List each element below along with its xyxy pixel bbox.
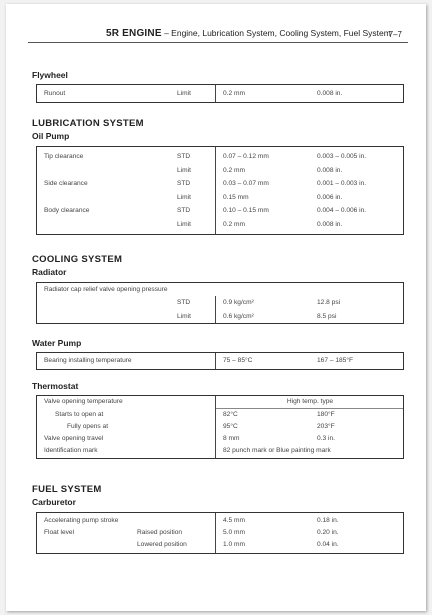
spec-metric: 0.9 kg/cm² <box>223 299 254 306</box>
spec-imperial: 0.003 – 0.005 in. <box>317 153 367 160</box>
spec-metric: 0.2 mm <box>223 166 245 174</box>
table-row <box>37 85 403 102</box>
spec-kind: STD <box>177 153 191 160</box>
spec-item: Identification mark <box>44 447 98 454</box>
spec-item: Side clearance <box>44 180 88 187</box>
water-pump-table <box>36 352 404 370</box>
spec-kind: STD <box>177 180 191 187</box>
spec-metric: 95°C <box>223 423 238 430</box>
spec-imperial: 0.18 in. <box>317 517 339 524</box>
radiator-heading: Radiator <box>32 267 67 277</box>
header-title <box>106 28 391 39</box>
table-row <box>37 539 403 551</box>
spec-kind: Limit <box>177 166 191 174</box>
spec-item: Valve opening temperature <box>44 398 123 405</box>
spec-item: Fully opens at <box>67 423 109 430</box>
spec-item: Float level <box>44 529 75 536</box>
table-row <box>37 396 403 408</box>
flywheel-heading: Flywheel <box>32 70 68 80</box>
thermostat-values <box>37 396 403 458</box>
spec-kind: STD <box>177 207 191 214</box>
spec-imperial: 0.20 in. <box>317 529 339 536</box>
page-number: 7–7 <box>388 30 402 39</box>
spec-imperial: 0.001 – 0.003 in. <box>317 180 367 187</box>
table-row <box>37 218 403 232</box>
spec-metric: 0.2 mm <box>223 220 245 228</box>
radiator-table <box>36 282 404 324</box>
table-row <box>37 527 403 539</box>
flywheel-table <box>36 84 404 103</box>
table-row <box>37 204 403 218</box>
spec-metric: 5.0 mm <box>223 529 245 536</box>
spec-item: Tip clearance <box>44 153 84 160</box>
header-rule <box>28 42 408 43</box>
spec-kind: Limit <box>177 193 191 201</box>
spec-kind: STD <box>177 299 191 306</box>
engine-title: 5R ENGINE <box>106 28 162 39</box>
spec-item: Bearing installing temperature <box>44 357 132 364</box>
thermostat-heading: Thermostat <box>32 381 79 391</box>
table-row <box>37 283 403 296</box>
table-row <box>37 296 403 310</box>
radiator-values <box>37 296 403 323</box>
table-row <box>37 445 403 458</box>
spec-sub: Lowered position <box>137 541 187 548</box>
spec-metric: 1.0 mm <box>223 541 245 548</box>
spec-metric: 0.15 mm <box>223 193 249 201</box>
water-pump-heading: Water Pump <box>32 338 82 348</box>
spec-imperial: 203°F <box>317 423 335 430</box>
table-row <box>37 515 403 527</box>
fuel-heading: FUEL SYSTEM <box>32 484 102 495</box>
table-row <box>37 164 403 178</box>
spec-imperial: 12.8 psi <box>317 299 341 306</box>
spec-imperial: 0.008 in. <box>317 90 343 97</box>
spec-imperial: 0.04 in. <box>317 541 339 548</box>
oil-pump-table <box>36 146 404 235</box>
spec-metric: 0.2 mm <box>223 90 245 97</box>
spec-item: Body clearance <box>44 207 90 214</box>
spec-item: Valve opening travel <box>44 435 104 442</box>
spec-metric: 8 mm <box>223 435 240 442</box>
oil-pump-heading: Oil Pump <box>32 131 70 141</box>
spec-item: Accelerating pump stroke <box>44 517 119 524</box>
header-subtitle: – Engine, Lubrication System, Cooling System, Fuel System <box>164 28 391 38</box>
spec-sub: Raised position <box>137 529 183 536</box>
spec-imperial: 0.008 in. <box>317 166 343 174</box>
carburetor-table <box>36 512 404 554</box>
spec-kind: Limit <box>177 90 191 97</box>
manual-page <box>6 4 426 611</box>
lubrication-heading: LUBRICATION SYSTEM <box>32 118 144 129</box>
thermostat-table <box>36 395 404 459</box>
spec-metric: 0.03 – 0.07 mm <box>223 180 269 187</box>
table-row <box>37 191 403 205</box>
spec-imperial: 0.004 – 0.006 in. <box>317 207 367 214</box>
spec-kind: Limit <box>177 220 191 228</box>
cooling-heading: COOLING SYSTEM <box>32 254 123 265</box>
spec-metric: 4.5 mm <box>223 517 245 524</box>
table-row <box>37 177 403 191</box>
table-row <box>37 353 403 369</box>
spec-metric: 0.07 – 0.12 mm <box>223 153 269 160</box>
table-row <box>37 409 403 421</box>
spec-imperial: 0.3 in. <box>317 435 335 442</box>
type-label: High temp. type <box>286 398 334 405</box>
spec-imperial: 0.006 in. <box>317 193 343 201</box>
spec-metric: 0.10 – 0.15 mm <box>223 207 269 214</box>
spec-item: Starts to open at <box>55 411 104 418</box>
spec-item: Runout <box>44 90 66 97</box>
carburetor-heading: Carburetor <box>32 497 76 507</box>
spec-imperial: 167 – 185°F <box>317 357 353 364</box>
spec-kind: Limit <box>177 312 191 320</box>
table-row <box>37 421 403 433</box>
spec-value: 82 punch mark or Blue painting mark <box>223 447 331 454</box>
spec-metric: 0.6 kg/cm² <box>223 312 254 320</box>
table-row <box>37 310 403 324</box>
table-row <box>37 433 403 445</box>
spec-imperial: 8.5 psi <box>317 312 337 320</box>
spec-metric: 82°C <box>223 411 238 418</box>
spec-imperial: 180°F <box>317 411 335 418</box>
spec-item: Radiator cap relief valve opening pressure <box>44 286 168 293</box>
spec-imperial: 0.008 in. <box>317 220 343 228</box>
spec-metric: 75 – 85°C <box>223 357 253 364</box>
table-row <box>37 150 403 164</box>
